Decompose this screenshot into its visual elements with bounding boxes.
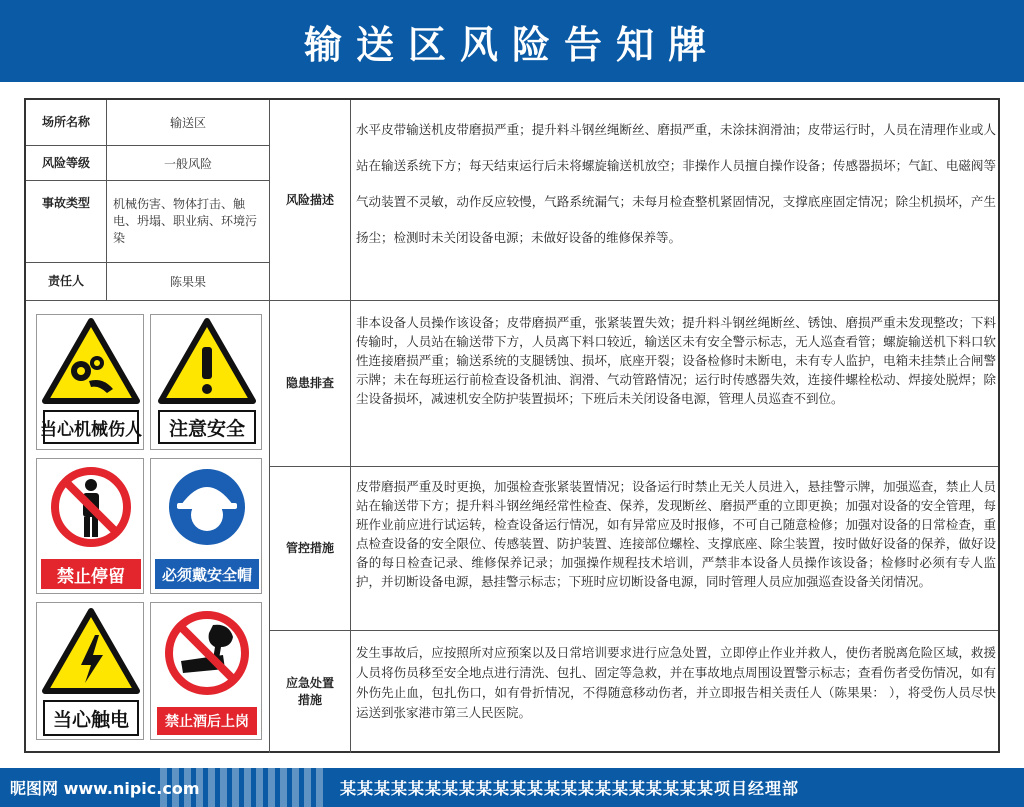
- sign-caution-shock: [36, 602, 144, 740]
- place-label: 场所名称: [41, 115, 90, 129]
- risk-level-label: 风险等级: [41, 155, 90, 170]
- emergency-text: 发生事故后，应按照所对应预案以及日常培训要求进行应急处置，立即停止作业并救人，使伤者脱离危险区域，救援人员将伤员移至安全地点进行清洗、包扎、固定等急救，并在事故地点周围设置警示标志；查看伤者受伤情况，如有外伤先止血，包扎伤口，如有骨折情况，不得随意移动伤者，并立即报告相关责任人（陈果果： ），将受伤人员尽快运送到张家港市第三人民医院。: [356, 645, 996, 720]
- sign-caution-machinery: [36, 314, 144, 450]
- sign-no-loitering: [36, 458, 144, 594]
- sign-attention-safety: [150, 314, 262, 450]
- header-banner: [0, 0, 1024, 82]
- hazard-label: 隐患排查: [285, 376, 334, 390]
- sign-wear-helmet: [150, 458, 262, 594]
- control-text: 皮带磨损严重及时更换，加强检查张紧装置情况；设备运行时禁止无关人员进入，悬挂警示牌，加强巡查，禁止人员站在输送带下方；提升料斗钢丝绳经常性检查、保养，发现断丝、磨损严重的立即更换；加强对设备的安全管理，每班作业前应进行试运转，检查设备运行情况，如有异常应及时报修，不可自己随意检修；加强对设备的日常检查，重点检查设备的安全限位、传感装置、防护装置、连接部位螺栓、支撑底座、除尘装置，按时做好设备的保养，做好设备的每日检查记录、维修保养记录；加强操作规程技术培训，严禁非本设备人员操作该设备；检修时必须有专人监护，并切断设备电源，悬挂警示标志；下班时应切断设备电源，同时管理人员应加强巡查设备关闭情况。: [356, 479, 996, 589]
- page-title: 输送区风险告知牌: [303, 22, 720, 67]
- risk-desc-label: 风险描述: [285, 192, 334, 207]
- sign-caption: 当心触电: [52, 708, 129, 731]
- owner-label: 责任人: [47, 274, 84, 288]
- accident-type-value: 机械伤害、物体打击、触电、坍塌、职业病、环境污染: [113, 197, 258, 245]
- risk-board: [24, 98, 1000, 753]
- watermark-text: 昵图网 www.nipic.com: [10, 779, 200, 798]
- sign-caption: 禁止酒后上岗: [165, 714, 249, 730]
- sign-caption: 当心机械伤人: [40, 419, 142, 440]
- sign-caption: 注意安全: [168, 417, 245, 440]
- risk-level-value: 一般风险: [163, 156, 212, 171]
- place-value: 输送区: [169, 116, 206, 130]
- risk-desc-text: 水平皮带输送机皮带磨损严重；提升料斗钢丝绳断丝、磨损严重，未涂抹润滑油；皮带运行时，人员在清理作业或人站在输送系统下方；每天结束运行后未将螺旋输送机放空；非操作人员擅自操作设备；传感器损坏；气缸、电磁阀等气动装置不灵敏，动作反应较慢，气路系统漏气；未每月检查整机紧固情况，支撑底座固定情况；除尘机损坏，产生扬尘；检测时未关闭设备电源；未做好设备的维修保养等。: [356, 122, 996, 245]
- footer-bar: [0, 768, 1024, 807]
- accident-type-label: 事故类型: [41, 195, 90, 210]
- owner-value: 陈果果: [169, 275, 206, 289]
- control-label: 管控措施: [285, 541, 334, 555]
- sign-no-alcohol: [150, 602, 262, 740]
- hazard-text: 非本设备人员操作该设备；皮带磨损严重，张紧装置失效；提升料斗钢丝绳断丝、锈蚀、磨损严重未发现整改；下料传输时，人员站在输送带下方，人员离下料口较近，输送区未有安全警示标志，无人巡查看管；螺旋输送机下料口软性连接磨损严重；输送系统的支腿锈蚀、损坏，底座开裂；设备检修时未断电，未有专人监护，电箱未挂禁止合闸警示牌；未在每班运行前检查设备机油、润滑、气动管路情况；运行时传感器失效，连接件螺栓松动、焊接处脱焊；除尘设备损坏，减速机安全防护装置损坏；下班后未关闭设备电源，管理人员巡查不到位。: [356, 315, 996, 406]
- sign-caption: 禁止停留: [57, 566, 125, 587]
- sign-caption: 必须戴安全帽: [161, 565, 252, 584]
- emergency-label: 应急处置措施: [285, 676, 334, 707]
- organization-name: 某某某某某某某某某某某某某某某某某某某某某某项目经理部: [340, 779, 800, 798]
